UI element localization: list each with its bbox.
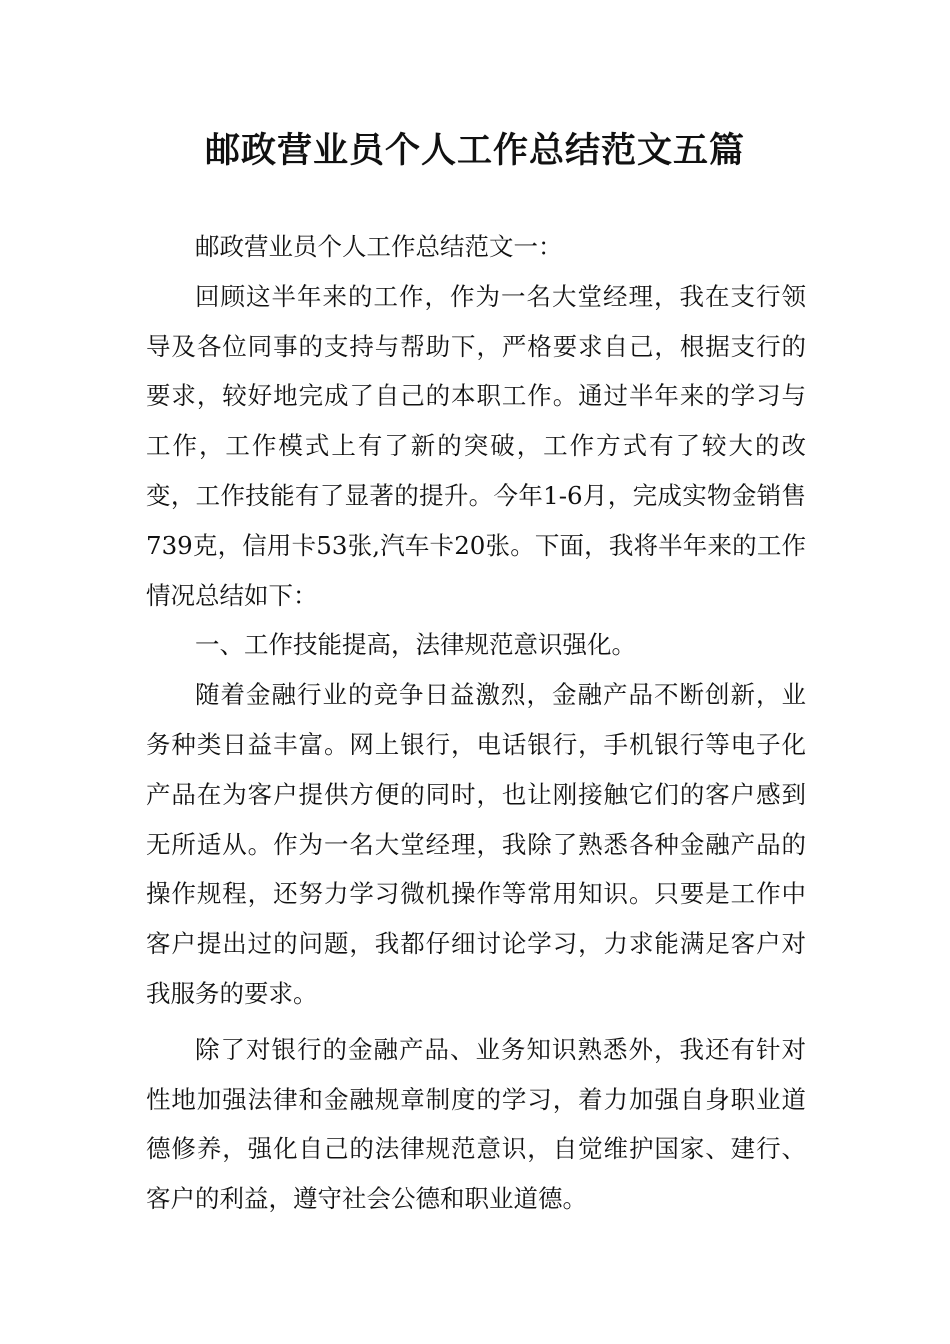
paragraph-point-one-heading: 一、工作技能提高，法律规范意识强化。 xyxy=(195,630,636,660)
paragraph-legal-study: 除了对银行的金融产品、业务知识熟悉外，我还有针对性地加强法律和金融规章制度的学习，着力加强自身职业道德修养，强化自己的法律规范意识，自觉维护国家、建行、客户的利益，遵守社会公德和职业道德。 xyxy=(146,1034,806,1214)
document-title: 邮政营业员个人工作总结范文五篇 xyxy=(204,130,745,171)
paragraph-review: 回顾这半年来的工作，作为一名大堂经理，我在支行领导及各位同事的支持与帮助下，严格要求自己，根据支行的要求，较好地完成了自己的本职工作。通过半年来的学习与工作，工作模式上有了新的突破，工作方式有了较大的改变，工作技能有了显著的提升。今年1-6月，完成实物金销售739克，信用卡53张,汽车卡20张。下面，我将半年来的工作情况总结如下： xyxy=(146,281,806,610)
paragraph-section-heading: 邮政营业员个人工作总结范文一： xyxy=(195,232,563,261)
paragraph-financial-products: 随着金融行业的竞争日益激烈，金融产品不断创新，业务种类日益丰富。网上银行，电话银行，手机银行等电子化产品在为客户提供方便的同时，也让刚接触它们的客户感到无所适从。作为一名大堂经理，我除了熟悉各种金融产品的操作规程，还努力学习微机操作等常用知识。只要是工作中客户提出过的问题，我都仔细讨论学习，力求能满足客户对我服务的要求。 xyxy=(146,680,806,1008)
document-body xyxy=(146,222,806,1224)
